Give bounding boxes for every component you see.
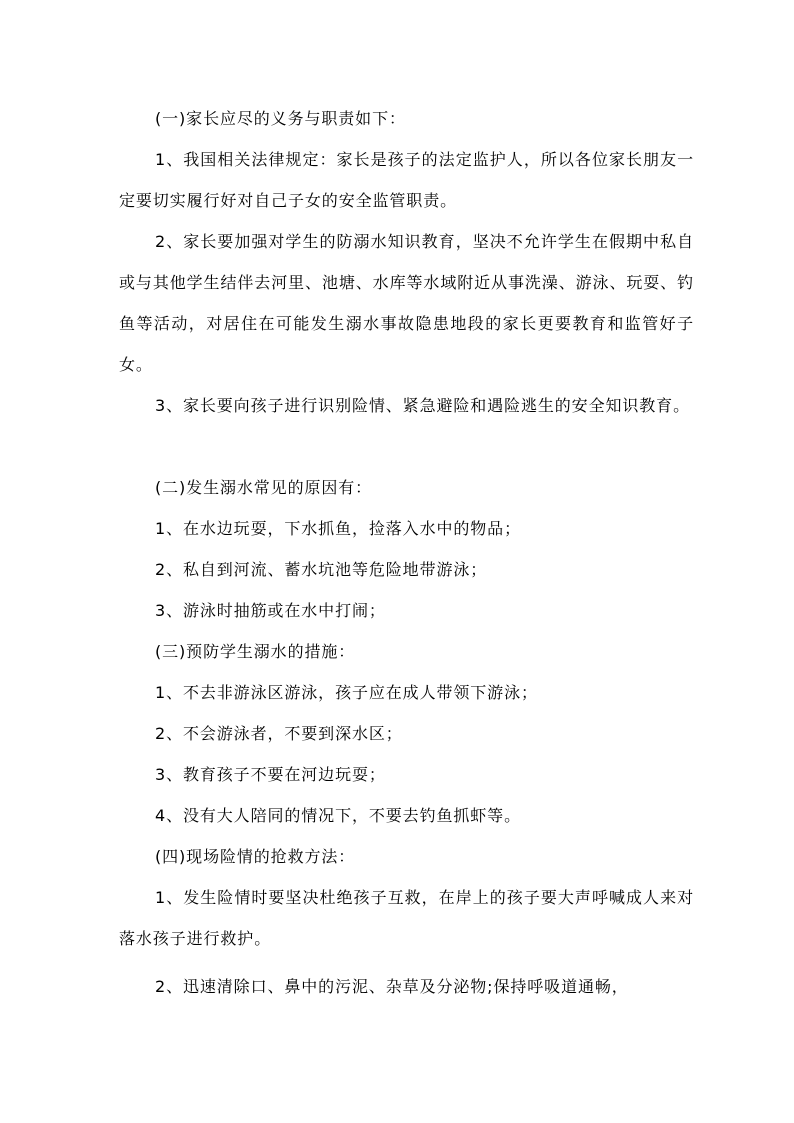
list-item-prevention-3: 3、教育孩子不要在河边玩耍；	[155, 765, 386, 784]
paragraph-safety-education: 2、家长要加强对学生的防溺水知识教育，坚决不允许学生在假期中私自或与其他学生结伴去河里、池塘、水库等水域附近从事洗澡、游泳、玩耍、钓鱼等活动，对居住在可能发生溺水事故隐患地段的家长更要教育和监管好子女。	[119, 232, 694, 374]
section-heading-prevention: (三)预防学生溺水的措施：	[155, 642, 356, 661]
paragraph-hazard-knowledge: 3、家长要向孩子进行识别险情、紧急避险和遇险逃生的安全知识教育。	[155, 396, 690, 415]
section-heading-parent-duties: (一)家长应尽的义务与职责如下：	[155, 109, 406, 128]
section-heading-rescue: (四)现场险情的抢救方法：	[155, 847, 356, 866]
list-item-rescue-2: 2、迅速清除口、鼻中的污泥、杂草及分泌物;保持呼吸道通畅，	[155, 977, 629, 996]
list-item-cause-2: 2、私自到河流、蓄水坑池等危险地带游泳；	[155, 560, 488, 579]
list-item-cause-3: 3、游泳时抽筋或在水中打闹；	[155, 601, 386, 620]
list-item-cause-1: 1、在水边玩耍，下水抓鱼，捡落入水中的物品；	[155, 519, 521, 538]
list-item-prevention-4: 4、没有大人陪同的情况下，不要去钓鱼抓虾等。	[155, 806, 521, 825]
list-item-prevention-2: 2、不会游泳者，不要到深水区；	[155, 724, 403, 743]
paragraph-legal-guardian: 1、我国相关法律规定：家长是孩子的法定监护人，所以各位家长朋友一定要切实履行好对自己子女的安全监管职责。	[119, 150, 694, 210]
section-heading-drowning-causes: (二)发生溺水常见的原因有：	[155, 478, 373, 497]
list-item-prevention-1: 1、不去非游泳区游泳，孩子应在成人带领下游泳；	[155, 683, 538, 702]
list-item-rescue-1: 1、发生险情时要坚决杜绝孩子互救，在岸上的孩子要大声呼喊成人来对落水孩子进行救护。	[119, 888, 694, 948]
